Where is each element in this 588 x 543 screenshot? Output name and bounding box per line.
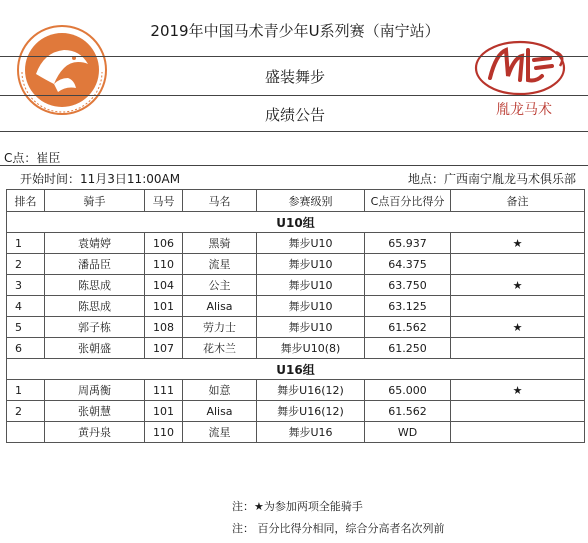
cell-note: ★: [451, 380, 585, 401]
table-row: [7, 338, 585, 359]
group-row: [7, 359, 585, 380]
cell-rider: 郭子栋: [45, 317, 145, 338]
table-header-row: [7, 190, 585, 212]
cell-horse: 如意: [183, 380, 257, 401]
cell-horse-no: 104: [145, 275, 183, 296]
header-horse-no: 马号: [145, 190, 183, 212]
cell-level: 舞步U10: [257, 317, 365, 338]
table-row: [7, 380, 585, 401]
table-row: [7, 422, 585, 443]
cell-rank: 6: [7, 338, 45, 359]
header-horse: 马名: [183, 190, 257, 212]
table-row: [7, 296, 585, 317]
cell-score: 64.375: [365, 254, 451, 275]
header-score: C点百分比得分: [365, 190, 451, 212]
table-row: [7, 401, 585, 422]
cell-level: 舞步U10: [257, 233, 365, 254]
cell-note: [451, 254, 585, 275]
start-value: 11月3日11:00AM: [80, 172, 181, 186]
start-label: 开始时间：: [20, 172, 81, 186]
table-row: [7, 233, 585, 254]
cell-level: 舞步U10: [257, 254, 365, 275]
cell-horse-no: 101: [145, 401, 183, 422]
cell-rank: 1: [7, 233, 45, 254]
notice-title: 成绩公告: [264, 106, 325, 124]
cell-rank: 2: [7, 401, 45, 422]
judge-info: C点：崔臣: [4, 151, 61, 165]
cell-horse: 劳力士: [183, 317, 257, 338]
cell-horse-no: 111: [145, 380, 183, 401]
table-row: [7, 254, 585, 275]
header-rider: 骑手: [45, 190, 145, 212]
cell-score: 65.937: [365, 233, 451, 254]
venue-label: 地点：: [408, 172, 445, 186]
cell-note: [451, 338, 585, 359]
cell-rank: 2: [7, 254, 45, 275]
cell-horse-no: 106: [145, 233, 183, 254]
cell-score: 61.562: [365, 317, 451, 338]
cell-note: ★: [451, 233, 585, 254]
calligraphy-logo-icon: [470, 36, 578, 120]
divider: [0, 131, 588, 132]
cell-rider: 周禹衡: [45, 380, 145, 401]
cell-rank: 4: [7, 296, 45, 317]
cell-horse: 花木兰: [183, 338, 257, 359]
cell-score: 65.000: [365, 380, 451, 401]
cell-score: 61.250: [365, 338, 451, 359]
cell-horse: Alisa: [183, 401, 257, 422]
cell-score: 63.750: [365, 275, 451, 296]
cell-horse-no: 110: [145, 254, 183, 275]
cell-horse-no: 107: [145, 338, 183, 359]
venue: [408, 170, 576, 187]
cell-note: ★: [451, 275, 585, 296]
cell-horse: 公主: [183, 275, 257, 296]
cell-rider: 袁婧婷: [45, 233, 145, 254]
note-star: 注：★为参加两项全能骑手: [232, 500, 363, 513]
venue-value: 广西南宁胤龙马术俱乐部: [444, 172, 577, 186]
header-note: 备注: [451, 190, 585, 212]
cell-rider: 陈思成: [45, 296, 145, 317]
cell-horse: Alisa: [183, 296, 257, 317]
cell-rider: 黄丹泉: [45, 422, 145, 443]
cell-level: 舞步U16(12): [257, 401, 365, 422]
cell-rank: 3: [7, 275, 45, 296]
table-row: [7, 275, 585, 296]
cell-note: [451, 401, 585, 422]
group-name: U10组: [7, 212, 585, 233]
cell-horse-no: 101: [145, 296, 183, 317]
cell-level: 舞步U10: [257, 296, 365, 317]
cell-level: 舞步U10: [257, 275, 365, 296]
cell-score: WD: [365, 422, 451, 443]
cell-rider: 潘品臣: [45, 254, 145, 275]
cell-level: 舞步U16(12): [257, 380, 365, 401]
page-title: 2019年中国马术青少年U系列赛（南宁站）: [150, 22, 440, 40]
cell-rank: 1: [7, 380, 45, 401]
divider: [0, 95, 588, 96]
cell-horse-no: 108: [145, 317, 183, 338]
cell-horse: 流星: [183, 254, 257, 275]
cell-rider: 陈思成: [45, 275, 145, 296]
cell-rider: 张朝慧: [45, 401, 145, 422]
header-level: 参赛级别: [257, 190, 365, 212]
cell-horse-no: 110: [145, 422, 183, 443]
cell-note: ★: [451, 317, 585, 338]
cell-level: 舞步U16: [257, 422, 365, 443]
note-tiebreak: 注： 百分比得分相同，综合分高者名次列前: [232, 522, 445, 535]
cell-score: 63.125: [365, 296, 451, 317]
cell-rider: 张朝盛: [45, 338, 145, 359]
cell-horse: 黑骑: [183, 233, 257, 254]
cell-level: 舞步U10(8): [257, 338, 365, 359]
event-name: 盛装舞步: [264, 68, 325, 86]
cell-rank: [7, 422, 45, 443]
results-body: [7, 212, 585, 443]
results-table: [6, 189, 585, 443]
divider: [0, 165, 588, 166]
divider: [0, 56, 588, 57]
cell-rank: 5: [7, 317, 45, 338]
table-row: [7, 317, 585, 338]
cell-horse: 流星: [183, 422, 257, 443]
cell-score: 61.562: [365, 401, 451, 422]
cell-note: [451, 422, 585, 443]
horse-head-logo-icon: [14, 22, 110, 118]
right-logo-text: 胤龙马术: [496, 102, 552, 118]
group-name: U16组: [7, 359, 585, 380]
start-time: [20, 170, 180, 187]
cell-note: [451, 296, 585, 317]
header-rank: 排名: [7, 190, 45, 212]
group-row: [7, 212, 585, 233]
